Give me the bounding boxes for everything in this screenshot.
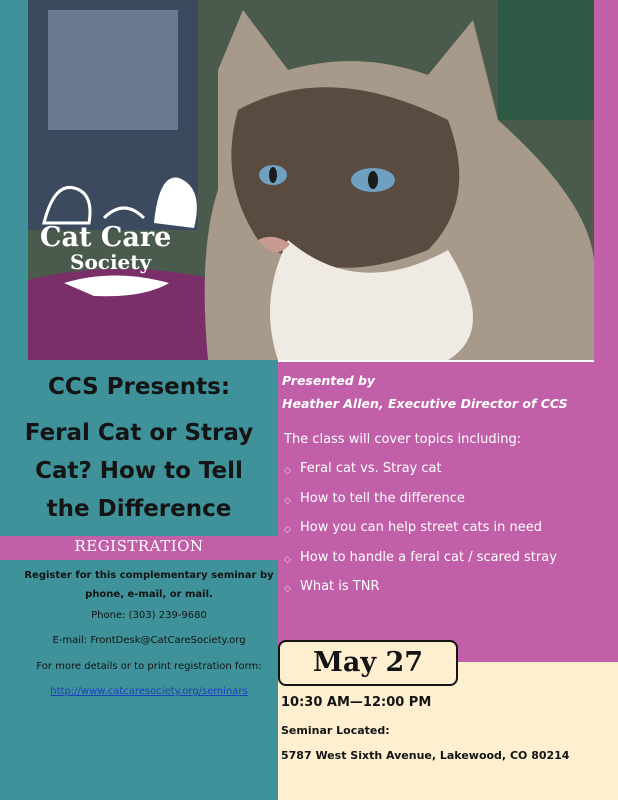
ccs-presents-heading: CCS Presents: [47, 374, 231, 400]
presenter-name: Heather Allen, Executive Director of CCS [282, 396, 568, 411]
diamond-bullet-icon: ◇ [284, 525, 291, 535]
registration-link[interactable]: http://www.catcaresociety.org/seminars [50, 686, 248, 697]
topics-intro: The class will cover topics including: [284, 432, 522, 447]
seminar-title-line-3: the Difference [46, 496, 232, 522]
registration-intro-line-2: phone, e-mail, or mail. [85, 589, 213, 600]
list-item: ◇ What is TNR [284, 578, 557, 608]
diamond-bullet-icon: ◇ [284, 554, 291, 565]
registration-email: E-mail: FrontDesk@CatCareSociety.org [52, 635, 246, 646]
registration-intro [20, 566, 278, 604]
registration-heading: REGISTRATION [74, 537, 204, 555]
event-date: May 27 [312, 647, 424, 678]
event-time: 10:30 AM—12:00 PM [281, 695, 432, 710]
diamond-bullet-icon: ◇ [284, 495, 291, 506]
list-item: ◇ How to handle a feral cat / scared stray [284, 549, 557, 579]
topics-list [284, 460, 557, 608]
location-label: Seminar Located: [281, 724, 390, 737]
seminar-title-line-1: Feral Cat or Stray [24, 420, 254, 446]
logo-subtitle: Society [70, 250, 152, 274]
list-item: ◇ How to tell the difference [284, 490, 557, 520]
registration-phone: Phone: (303) 239-9680 [91, 610, 207, 621]
presented-by-label: Presented by [282, 373, 376, 388]
registration-details: For more details or to print registration form: [36, 661, 262, 672]
registration-intro-line-1: Register for this complementary seminar by [24, 570, 274, 581]
seminar-title-line-2: Cat? How to Tell [35, 458, 243, 484]
diamond-bullet-icon: ◇ [284, 584, 291, 594]
date-box [278, 640, 458, 686]
list-item: ◇ How you can help street cats in need [284, 519, 557, 549]
right-magenta-strip [594, 0, 618, 362]
logo-title: Cat Care [40, 222, 172, 253]
event-address: 5787 West Sixth Avenue, Lakewood, CO 80214 [281, 749, 570, 762]
list-item: ◇ Feral cat vs. Stray cat [284, 460, 557, 490]
diamond-bullet-icon: ◇ [284, 466, 291, 476]
